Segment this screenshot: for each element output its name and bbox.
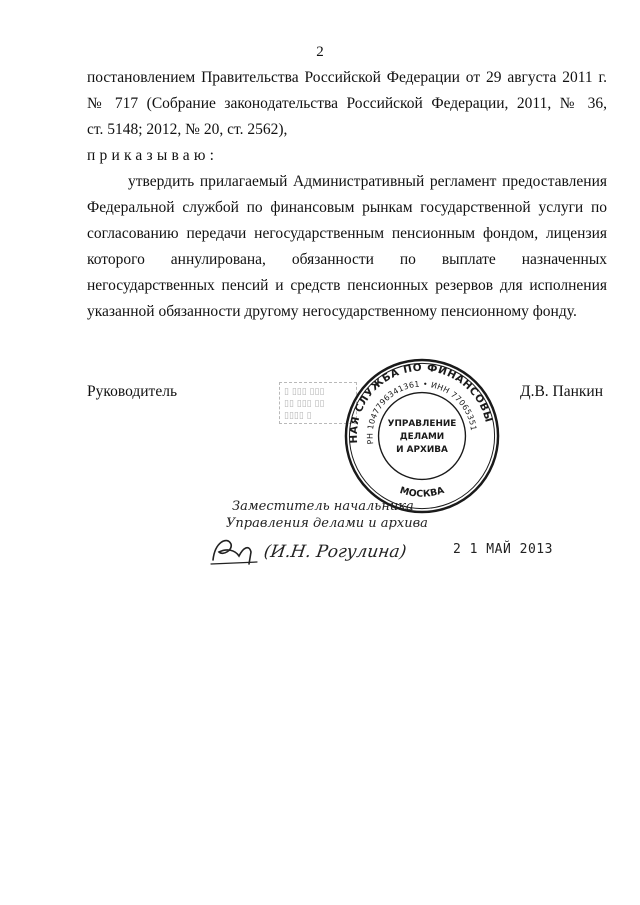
signature-name: (И.Н. Рогулина) bbox=[262, 542, 408, 562]
signer-name: Д.В. Панкин bbox=[520, 383, 604, 400]
order-line: указанной обязанности другому негосударственному пенсионному фонду. bbox=[87, 303, 577, 320]
seal-outer-text: ФЕДЕРАЛЬНАЯ СЛУЖБА ПО ФИНАНСОВЫМ bbox=[347, 361, 495, 444]
deputy-department-line: Управления делами и архива bbox=[226, 516, 428, 531]
order-word: приказываю: bbox=[87, 147, 219, 164]
order-line: Федеральной службой по финансовым рынкам государственной услуги по bbox=[87, 199, 607, 216]
order-paragraph bbox=[87, 169, 607, 325]
seal-bottom-text: МОСКВА bbox=[398, 485, 446, 500]
deputy-position-line: Заместитель начальника bbox=[232, 499, 414, 514]
page-number: 2 bbox=[316, 44, 324, 60]
intro-line: постановлением Правительства Российской Федерации от 29 августа 2011 г. bbox=[87, 69, 607, 86]
order-line: которого аннулирована, обязанности по выплате назначенных bbox=[87, 251, 607, 268]
intro-paragraph bbox=[87, 65, 607, 143]
seal-center-line: И АРХИВА bbox=[396, 444, 448, 455]
faint-stamp-row: ▯ ▯▯▯ ▯▯▯ bbox=[284, 387, 325, 397]
order-line: согласованию передачи негосударственным пенсионным фондом, лицензия bbox=[87, 225, 607, 242]
seal-center-text bbox=[388, 419, 457, 455]
faint-stamp-row: ▯▯ ▯▯▯ ▯▯ bbox=[284, 399, 325, 409]
intro-line: ст. 5148; 2012, № 20, ст. 2562), bbox=[87, 121, 288, 138]
handwritten-signature bbox=[205, 530, 445, 570]
seal-center-line: ДЕЛАМИ bbox=[399, 431, 445, 442]
seal-center-line: УПРАВЛЕНИЕ bbox=[387, 419, 457, 430]
seal-inner-text: ОГРН 1047796341361 • ИНН 7706535184 bbox=[365, 379, 479, 445]
faint-stamp-row: ▯▯▯▯ ▯ bbox=[284, 411, 312, 421]
order-line: утвердить прилагаемый Административный регламент предоставления bbox=[128, 173, 607, 190]
intro-line: № 717 (Собрание законодательства Российской Федерации, 2011, № 36, bbox=[87, 95, 607, 112]
date-stamp: 2 1 МАЙ 2013 bbox=[453, 542, 553, 557]
official-seal bbox=[343, 357, 501, 515]
order-line: негосударственных пенсий и средств пенсионных резервов для исполнения bbox=[87, 277, 607, 294]
signer-title: Руководитель bbox=[87, 383, 178, 400]
